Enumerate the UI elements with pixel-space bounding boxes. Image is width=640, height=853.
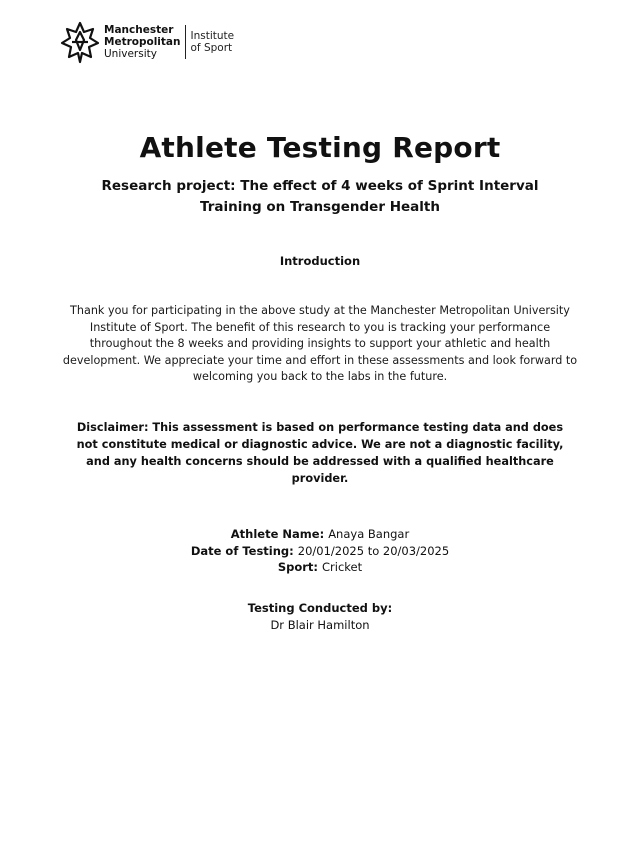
sport-value: Cricket bbox=[322, 560, 363, 574]
university-wordmark bbox=[104, 24, 181, 60]
introduction-heading: Introduction bbox=[279, 254, 361, 268]
disclaimer-paragraph: Disclaimer: This assessment is based on performance testing data and does not constitute medical or diagnostic advice. We are not a diagnostic facility, and any health concerns should be addressed with a qualified healthcare provider. bbox=[76, 421, 564, 485]
institute-name-line-1: Institute bbox=[190, 30, 235, 42]
sport-row bbox=[0, 559, 640, 576]
athlete-details bbox=[0, 526, 640, 576]
athlete-name-label: Athlete Name: bbox=[230, 527, 329, 541]
university-name-line-3: University bbox=[104, 48, 157, 60]
introduction-paragraph: Thank you for participating in the above study at the Manchester Metropolitan University Institute of Sport. The benefit of this research to you is tracking your performance throughout the 8 weeks and providing insights to support your athletic and health development. We appreciate your time and effort in these assessments and look forward to welcoming you back to the labs in the future. bbox=[62, 304, 578, 383]
testing-date-row bbox=[0, 543, 640, 560]
testing-conducted-by bbox=[0, 600, 640, 634]
mmu-bees-logo-icon bbox=[60, 20, 100, 64]
institute-name-line-2: of Sport bbox=[190, 42, 233, 54]
athlete-name-value: Anaya Bangar bbox=[328, 527, 410, 541]
athlete-name-row bbox=[0, 526, 640, 543]
university-logo bbox=[60, 20, 234, 64]
university-name-line-2: Metropolitan bbox=[104, 36, 181, 48]
research-project-subtitle: Research project: The effect of 4 weeks of Sprint Interval Training on Transgender Health bbox=[101, 178, 539, 215]
sport-label: Sport: bbox=[277, 560, 323, 574]
conducted-by-label: Testing Conducted by: bbox=[247, 601, 393, 615]
logo-divider bbox=[185, 25, 186, 59]
conducted-by-value: Dr Blair Hamilton bbox=[270, 618, 370, 632]
testing-date-value: 20/01/2025 to 20/03/2025 bbox=[297, 543, 450, 558]
institute-wordmark bbox=[191, 30, 235, 54]
university-name-line-1: Manchester bbox=[104, 24, 174, 36]
testing-date-label: Date of Testing: bbox=[190, 543, 298, 558]
report-title: Athlete Testing Report bbox=[139, 131, 501, 164]
